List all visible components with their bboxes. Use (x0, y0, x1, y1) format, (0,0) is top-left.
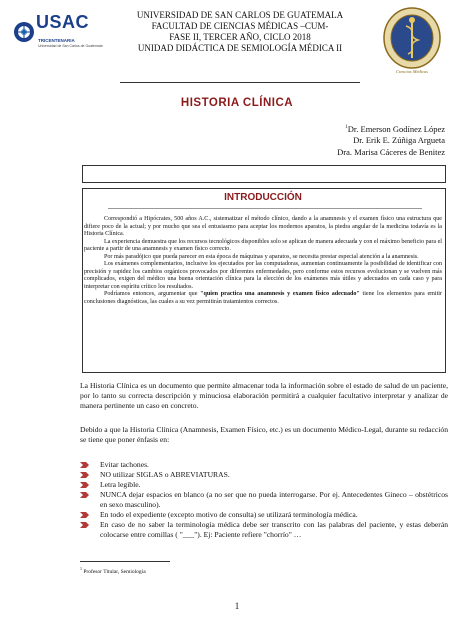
arrow-bullet-icon (80, 521, 90, 529)
header-divider (120, 82, 360, 83)
intro-paragraph: Correspondió a Hipócrates, 500 años A.C., sistematizar el método clínico, dando a la anamnesis y el examen físico una estructura que difiere poco de la actual; y por mucho que sea el entusiasmo para aceptar los modernos aparatos, la piedra angular de la medicina todavía es la Historia Clínica. (84, 216, 442, 237)
intro-text: tiene los elementos para emitir conclusiones diagnósticas, las cuales a su vez permitirán tratamientos correctos. (84, 291, 442, 305)
guideline-list (80, 460, 448, 540)
list-item (80, 470, 448, 480)
list-item (80, 460, 448, 470)
intro-emphasis: "quien practica una anamnesis y examen físico adecuado" (200, 291, 360, 297)
author-2 (240, 135, 445, 147)
list-item-text: Evitar tachones. (100, 460, 149, 469)
author-name: Dra. Marisa Cáceres de Benitez (337, 146, 445, 157)
usac-logo-subtitle: TRICENTENARIA (38, 38, 75, 43)
footnote-divider (80, 561, 170, 562)
author-3 (240, 147, 445, 159)
list-item (80, 510, 448, 520)
list-item-text: NO utilizar SIGLAS o ABREVIATURAS. (100, 470, 230, 479)
introduction-divider (108, 208, 422, 209)
intro-text: Podríamos entonces, argumentar que (104, 291, 201, 297)
body-paragraph-2: Debido a que la Historia Clínica (Anamnesis, Examen Físico, etc.) es un documento Médico-Legal, durante su redacción se tiene que poner énfasis en: (80, 425, 448, 444)
medical-faculty-crest-icon (380, 6, 444, 78)
introduction-heading: INTRODUCCIÓN (224, 192, 302, 203)
empty-text-box (82, 165, 446, 183)
footnote (80, 566, 146, 575)
list-item (80, 520, 448, 540)
list-item-text: Letra legible. (100, 480, 141, 489)
arrow-bullet-icon (80, 491, 90, 499)
intro-paragraph: Por más paradójico que pueda parecer en esta época de máquinas y aparatos, se necesita prestar especial atención a la anamnesis. (104, 253, 419, 260)
usac-logo-text: USAC (36, 12, 90, 32)
list-item-text: NUNCA dejar espacios en blanco (a no ser que no pueda interrogarse. Por ej. Antecedentes Gineco – obstétricos en sexo masculino). (100, 490, 448, 509)
footnote-mark: 1 (80, 566, 82, 571)
header-line-4: UNIDAD DIDÁCTICA DE SEMIOLOGÍA MÉDICA II (137, 43, 343, 53)
header-line-2: FACULTAD DE CIENCIAS MÉDICAS –CUM- (151, 21, 329, 31)
author-1 (240, 122, 445, 135)
body-paragraph-1: La Historia Clínica es un documento que permite almacenar toda la información sobre el estado de salud de un paciente, por lo tanto su correcta descripción y minuciosa elaboración permitirá a cualquier facultativo interpretar y analizar de manera pertinente un caso en concreto. (80, 381, 448, 410)
arrow-bullet-icon (80, 461, 90, 469)
list-item (80, 480, 448, 490)
introduction-body (84, 216, 442, 306)
page-number: 1 (234, 601, 240, 611)
header-line-1: UNIVERSIDAD DE SAN CARLOS DE GUATEMALA (136, 10, 344, 20)
intro-paragraph: La experiencia demuestra que los recursos tecnológicos disponibles solo se aplican de manera adecuada y con el máximo beneficio para el paciente a partir de una anamnesis y examen físico correcto. (84, 238, 442, 252)
list-item-text: En todo el expediente (excepto motivo de consulta) se utilizará terminología médica. (100, 510, 358, 519)
list-item-text: En caso de no saber la terminología médica debe ser transcrito con las palabras del paciente, y estas deberán colocarse entre comillas ( "___"). Ej: Paciente refiere "chorrío" … (100, 520, 448, 539)
intro-paragraph-last (84, 291, 442, 306)
document-title: HISTORIA CLÍNICA (180, 97, 294, 109)
arrow-bullet-icon (80, 481, 90, 489)
footnote-text: Profesor Titular, Semiología (83, 568, 146, 575)
arrow-bullet-icon (80, 511, 90, 519)
arrow-bullet-icon (80, 471, 90, 479)
author-list (240, 122, 445, 158)
document-header (120, 10, 360, 54)
intro-paragraph: Los exámenes complementarios, inclusive los ejecutados por las computadoras, aumentan continuamente la posibilidad de identificar con precisión y rapidez los cambios orgánicos provocados por diferentes enfermedades, pero conforme estos recursos evolucionan y se vuelven más complicados, exigen del médico una buena orientación clínica para la elección de los exámenes más útiles y adecuados en cada caso y para interpretar con espíritu crítico los resultados. (84, 261, 442, 290)
usac-logo-subtitle-2: Universidad de San Carlos de Guatemala (38, 44, 103, 48)
list-item (80, 490, 448, 510)
author-name: Dr. Erik E. Zúñiga Argueta (353, 135, 445, 146)
author-footnote-mark: 1 (345, 125, 348, 130)
crest-label: Ciencias Médicas (395, 69, 429, 74)
author-name: Dr. Emerson Godínez López (347, 123, 445, 134)
header-line-3: FASE II, TERCER AÑO, CICLO 2018 (169, 32, 311, 42)
